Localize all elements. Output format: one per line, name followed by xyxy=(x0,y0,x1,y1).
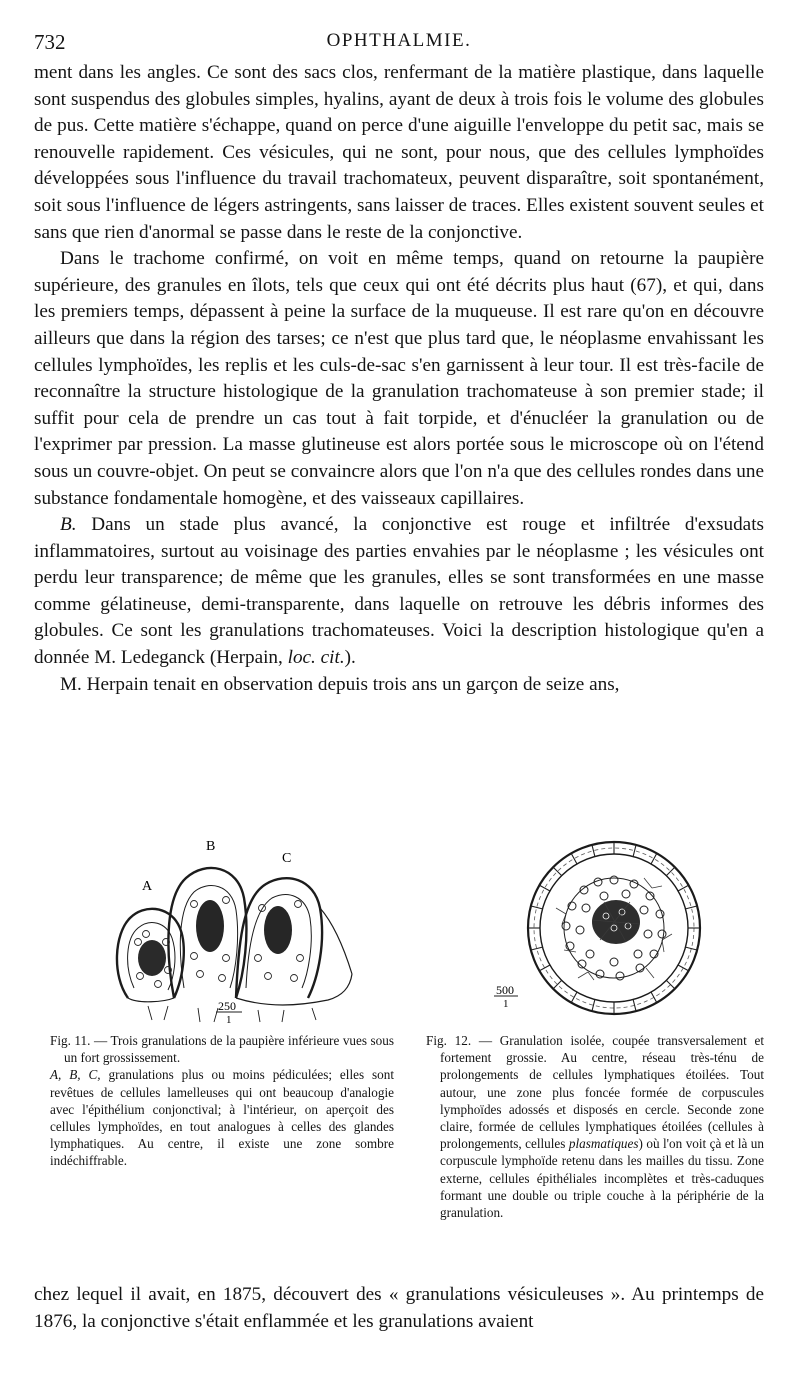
caption-fig-12-text xyxy=(426,1032,764,1221)
caption-fig-12 xyxy=(426,1032,764,1221)
caption-fig-12-rest: ) où l'on voit çà et là un corpuscule lymphoïde retenu dans les mailles du tissu. Zone externe, cellules épithéliales incomplètes et très-caduques formant une double ou triple couche à la périphérie de la granulation. xyxy=(440,1136,764,1221)
paragraph-3 xyxy=(34,512,764,672)
paragraph-3-text: Dans un stade plus avancé, la conjonctive est rouge et infiltrée d'exsudats inflammatoires, surtout au voisinage des parties envahies par le néoplasme ; les vésicules ont perdu leur transparence; de même que les granules, elles se sont transformées en une masse comme gélatineuse, demi-transparente, dans laquelle on retrouve les débris informes des globules. Ce sont les granulations trachomateuses. Voici la description histologique qu'en a donnée M. Ledeganck (Herpain, xyxy=(34,514,764,669)
figure-11-illustration xyxy=(108,838,358,1024)
figure-12 xyxy=(494,838,744,1024)
label-a: A xyxy=(142,879,153,894)
caption-fig-11-text: granulations plus ou moins pédiculées; elles sont revêtues de cellules lamelleuses qui ont beaucoup d'analogie avec l'épithélium conjonctival; à l'intérieur, on aperçoit des cellules lymphoïdes, en tout analogues à celles des glandes lymphatiques. Au centre, il existe une zone sombre indéchiffrable. xyxy=(50,1067,394,1169)
scale-250: 250 xyxy=(218,999,236,1013)
paragraph-4: M. Herpain tenait en observation depuis trois ans un garçon de seize ans, xyxy=(60,673,620,695)
figure-11 xyxy=(108,838,358,1024)
caption-fig-12-italic: plasmatiques xyxy=(568,1136,639,1152)
paragraph-2: Dans le trachome confirmé, on voit en même temps, quand on retourne la paupière supérieure, des granules en îlots, tels que ceux qui ont été décrits plus haut (67), et qui, dans les premiers temps, dépassent à peine la surface de la muqueuse. Il est rare qu'on en découvre ailleurs que dans la région des tarses; ce n'est que plus tard que, le néoplasme envahissant les cellules lymphoïdes, les replis et les culs-de-sac s'en garnissent à leur tour. Il est très-facile de reconnaître la structure histologique de la granulation trachomateuse à son premier stade; il suffit pour cela de prendre un cas tout à fait torpide, et d'énucléer la granulation ou de l'exprimer par pression. La masse glutineuse est alors portée sous le microscope où on l'étend sous un couvre-objet. On peut se convaincre alors que l'on n'a que des cellules rondes dans une substance fondamentale homogène, et des vaisseaux capillaires. xyxy=(34,248,764,509)
caption-fig-11 xyxy=(50,1032,394,1170)
page-number: 732 xyxy=(34,30,66,54)
scale-1-left: 1 xyxy=(226,1014,232,1024)
scale-500: 500 xyxy=(496,983,514,997)
paragraph-3-end: ). xyxy=(344,647,356,669)
body-text xyxy=(34,60,764,698)
caption-fig-12-lead: Fig. 12. — Granulation isolée, coupée transversalement et fortement grossie. Au centre, réseau très-ténu de prolongements de cellules lymphatiques étoilées. Tout autour, une zone plus foncée formée de corpuscules lymphoïdes adossés et disposés en cercle. Seconde zone claire, formée de cellules lymphatiques étoilées (cellules à prolongements, cellules xyxy=(426,1033,764,1152)
paragraph-1: ment dans les angles. Ce sont des sacs clos, renfermant de la matière plastique, dans laquelle sont suspendus des globules simples, hyalins, ayant de deux à trois fois le volume des globules de pus. Cette matière s'échappe, quand on perce d'une aiguille l'enveloppe du petit sac, mais se renouvelle rapidement. Ces vésicules, qui ne sont, pour nous, que des cellules lymphoïdes développées sous l'influence du travail trachomateux, peuvent disparaître, soit spontanément, soit sous l'influence de légers astringents, sans laisser de traces. Elles existent souvent seules et sans que rien d'anormal se passe dans le reste de la conjonctive. xyxy=(34,62,764,243)
caption-fig-11-letters: A, B, C, xyxy=(50,1067,101,1083)
caption-fig-11-body xyxy=(50,1066,394,1169)
scale-1-right: 1 xyxy=(503,998,509,1010)
section-letter: B. xyxy=(60,514,77,536)
caption-fig-11-title: Fig. 11. — Trois granulations de la paupière inférieure vues sous un fort grossissement. xyxy=(50,1033,394,1066)
figure-12-illustration xyxy=(494,838,744,1024)
paragraph-continued: chez lequel il avait, en 1875, découvert des « granulations vésiculeuses ». Au printemps de 1876, la conjonctive s'était enflammée et les granulations avaient xyxy=(34,1284,764,1332)
running-title: OPHTHALMIE. xyxy=(326,30,472,51)
label-b: B xyxy=(206,839,216,854)
citation-italic: loc. cit. xyxy=(287,647,345,669)
continued-text xyxy=(34,1282,764,1335)
label-c: C xyxy=(282,851,292,866)
page-header xyxy=(34,30,764,56)
